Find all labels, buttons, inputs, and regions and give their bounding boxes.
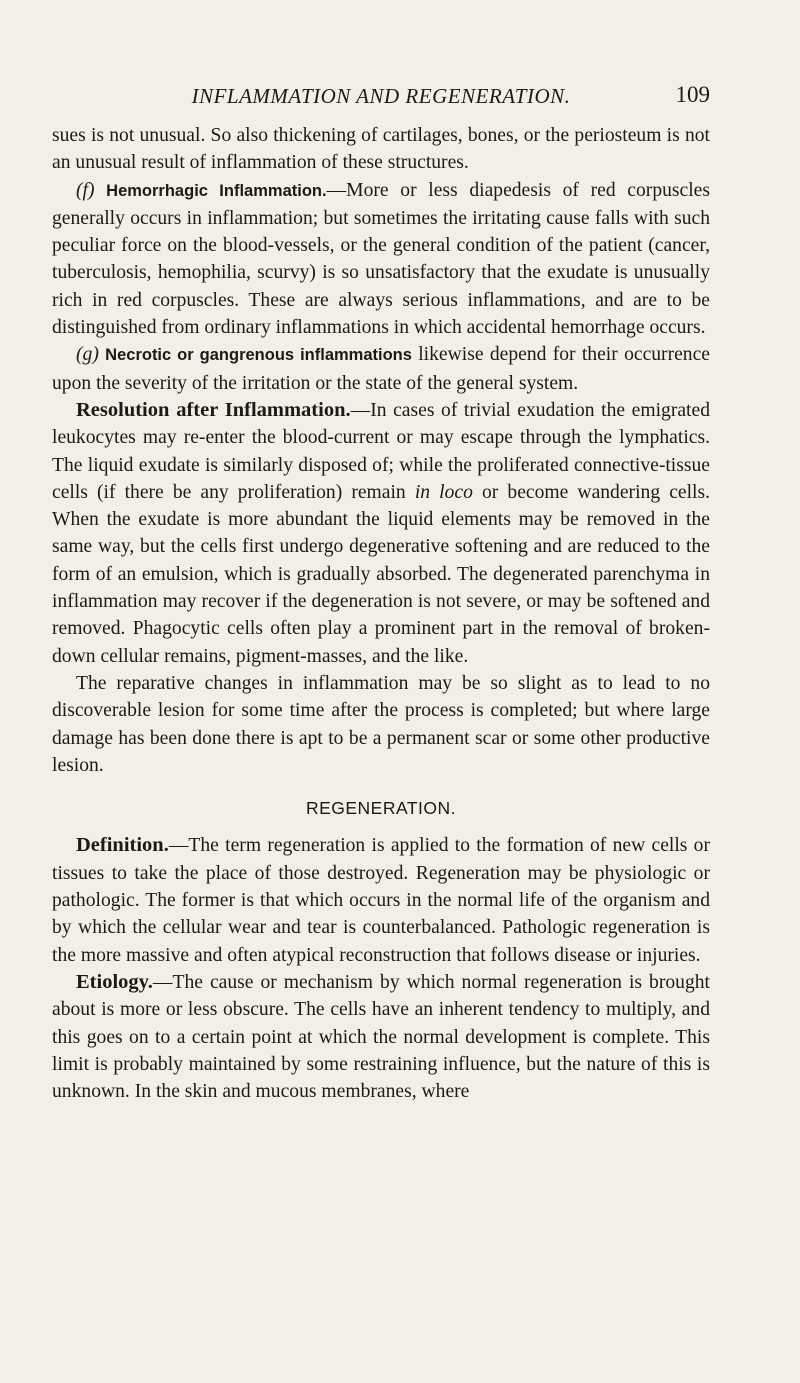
paragraph-text: —The term regeneration is applied to the formation of new cells or tissues to take the place of those destroyed. Regeneration may be physiologic or pathologic. The former is that which occurs in the normal life of the organism and by which the cellular wear and tear is counterbalanced. Pathologic regeneration is the more massive and often atypical reconstruction that follows disease or injuries. <box>52 835 710 966</box>
item-label: (f) <box>76 179 95 201</box>
paragraph-text: sues is not unusual. So also thickening of cartilages, bones, or the periosteum is not an unusual result of inflammation of these structures. <box>52 125 710 174</box>
paragraph-continuation <box>52 122 710 177</box>
paragraph-text: —The cause or mechanism by which normal regeneration is brought about is more or less obscure. The cells have an inherent tendency to multiply, and this goes on to a certain point at which the normal development is complete. This limit is probably maintained by some restraining influence, but the nature of this is unknown. In the skin and mucous membranes, where <box>52 971 710 1103</box>
page-header <box>52 80 710 114</box>
run-in-heading: Necrotic or gangrenous inflammations <box>105 346 412 365</box>
italic-phrase: in loco <box>414 481 473 503</box>
paragraph-resolution <box>52 397 710 670</box>
run-in-heading: Etiology. <box>76 970 153 993</box>
body-text <box>52 122 710 1105</box>
run-in-heading: Definition. <box>76 834 169 857</box>
run-in-heading: Hemorrhagic Inflammation. <box>106 181 327 200</box>
paragraph-etiology <box>52 969 710 1105</box>
paragraph-reparative <box>52 670 710 779</box>
paragraph-text: —In cases of trivial exudation the emigrated leukocytes may re-enter the blood-current or may escape through the lymphatics. The liquid exudate is similarly disposed of; while the proliferated connective-tissue cells (if there be any proliferation) remain <box>52 399 710 503</box>
paragraph-necrotic <box>52 341 710 397</box>
run-in-heading: Resolution after Inflammation. <box>76 398 351 421</box>
running-title: INFLAMMATION AND REGENERATION. <box>191 84 571 108</box>
paragraph-definition <box>52 832 710 968</box>
paragraph-text: or become wandering cells. When the exudate is more abundant the liquid elements may be removed in the same way, but the cells first undergo degenerative softening and are reduced to the form of an emulsion, which is gradually absorbed. The degenerated parenchyma in inflammation may recover if the degeneration is not severe, or may be softened and removed. Phagocytic cells often play a prominent part in the removal of broken-down cellular remains, pigment-masses, and the like. <box>52 481 711 667</box>
paragraph-text: likewise depend for their occurrence upon the severity of the irritation or the state of the general system. <box>52 344 710 394</box>
item-label: (g) <box>76 344 99 366</box>
section-heading: REGENERATION. <box>305 798 457 819</box>
paragraph-text: The reparative changes in inflammation may be so slight as to lead to no discoverable lesion for some time after the process is completed; but where large damage has been done there is apt to be a permanent scar or some other productive lesion. <box>52 672 710 776</box>
paragraph-text: —More or less diapedesis of red corpuscles generally occurs in inflammation; but sometimes the irritating cause falls with such peculiar force on the blood-vessels, or the general condition of the patient (cancer, tuberculosis, hemophilia, scurvy) is so unsatisfactory that the exudate is unusually rich in red corpuscles. These are always serious inflammations, and are to be distinguished from ordinary inflammations in which accidental hemorrhage occurs. <box>52 179 711 339</box>
paragraph-hemorrhagic <box>52 177 710 342</box>
page-number: 109 <box>675 82 710 107</box>
